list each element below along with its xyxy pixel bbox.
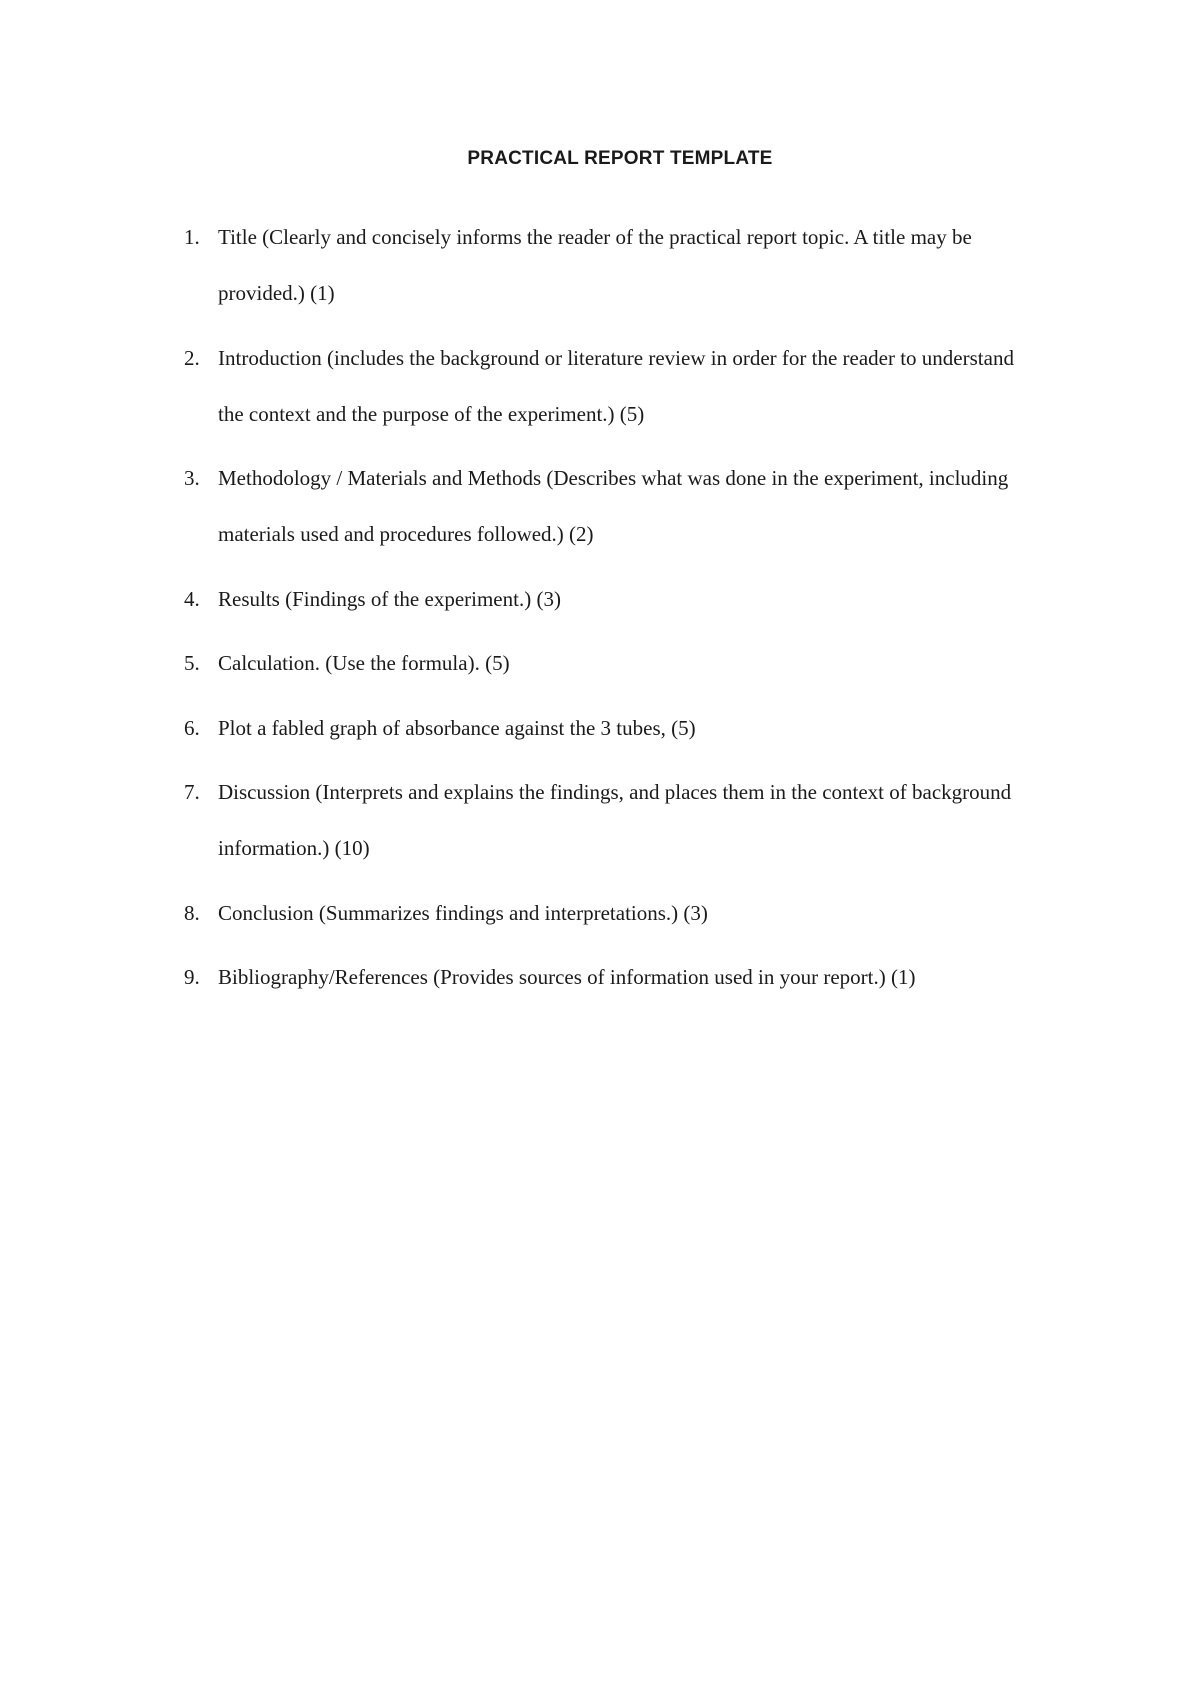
list-item (0, 964, 1200, 1020)
list-item (0, 345, 1200, 457)
list-item (0, 586, 1200, 642)
list-item (0, 224, 1200, 336)
list-item (0, 715, 1200, 771)
list-item-text: Results (Findings of the experiment.) (3) (218, 586, 561, 611)
list-item-number: 5. (184, 651, 200, 675)
list-item-number: 1. (184, 225, 200, 249)
list-item (0, 650, 1200, 706)
report-section-list (0, 224, 1200, 1029)
list-item-text: Methodology / Materials and Methods (Describes what was done in the experiment, including materials used and procedures followed.) (2) (218, 466, 1009, 546)
list-item (0, 465, 1200, 577)
list-item-number: 8. (184, 900, 200, 925)
list-item-text: Plot a fabled graph of absorbance against the 3 tubes, (5) (218, 715, 696, 740)
list-item-number: 2. (184, 345, 200, 370)
list-item-text: Discussion (Interprets and explains the findings, and places them in the context of background information.) (10) (218, 780, 1012, 860)
list-item-text: Bibliography/References (Provides sources of information used in your report.) (1) (218, 965, 916, 989)
list-item-text: Title (Clearly and concisely informs the reader of the practical report topic. A title may be provided.) (1) (218, 225, 972, 305)
list-item-text: Calculation. (Use the formula). (5) (218, 651, 510, 675)
list-item-text: Conclusion (Summarizes findings and interpretations.) (3) (218, 900, 708, 925)
document-title: PRACTICAL REPORT TEMPLATE (467, 148, 773, 169)
list-item-text: Introduction (includes the background or literature review in order for the reader to understand the context and the purpose of the experiment.) (5) (218, 345, 1014, 426)
list-item-number: 9. (184, 965, 200, 989)
list-item-number: 6. (184, 715, 200, 740)
list-item (0, 900, 1200, 956)
list-item-number: 3. (184, 466, 200, 490)
list-item-number: 4. (184, 586, 200, 611)
list-item (0, 779, 1200, 891)
list-item-number: 7. (184, 780, 200, 804)
